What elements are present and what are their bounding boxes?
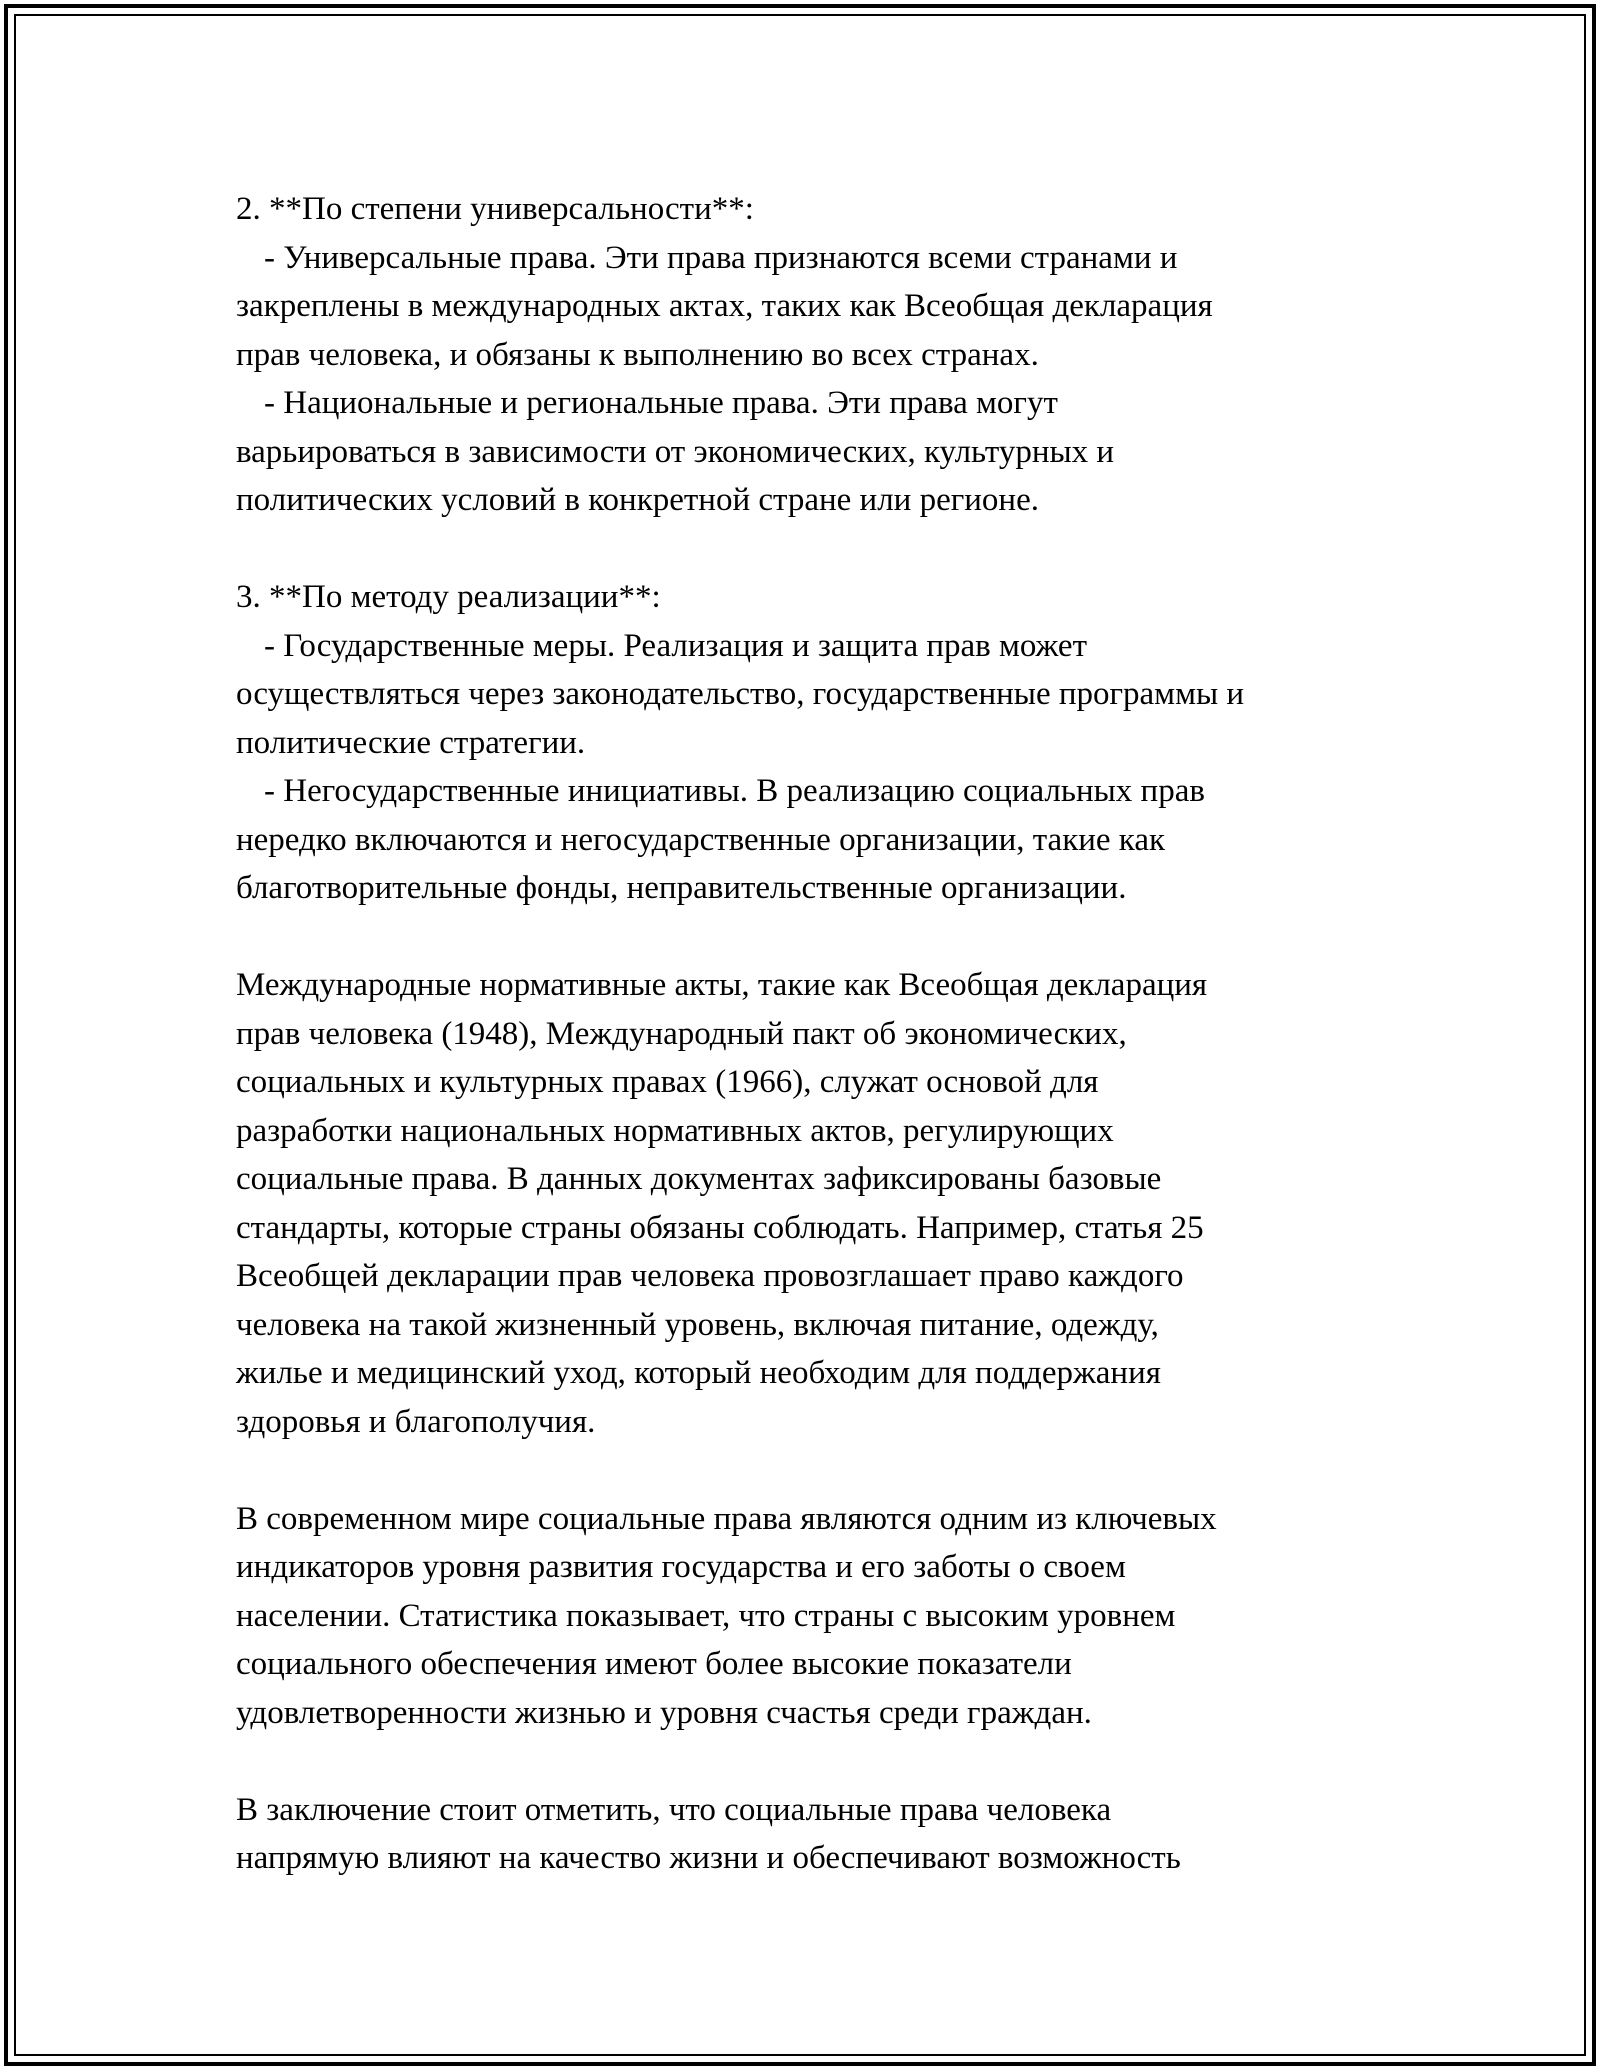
list-item — [236, 622, 1376, 768]
list-item-line: политические стратегии. — [236, 724, 586, 761]
paragraph-line: человека на такой жизненный уровень, включая питание, одежду, — [236, 1306, 1159, 1343]
paragraph-line: социальные права. В данных документах зафиксированы базовые — [236, 1161, 1162, 1197]
paragraph-line: В современном мире социальные права являются одним из ключевых — [236, 1500, 1217, 1537]
paragraph-line: здоровья и благополучия. — [236, 1403, 596, 1440]
paragraph-international-acts — [236, 961, 1376, 1446]
section-implementation-method — [236, 573, 1376, 913]
paragraph-line: населении. Статистика показывает, что страны с высоким уровнем — [236, 1597, 1176, 1634]
paragraph-conclusion — [236, 1786, 1376, 1883]
list-item-line: - Национальные и региональные права. Эти права могут — [264, 385, 1058, 421]
paragraph-line: напрямую влияют на качество жизни и обеспечивают возможность — [236, 1840, 1181, 1876]
list-item — [236, 234, 1376, 380]
paragraph-line: удовлетворенности жизнью и уровня счастья среди граждан. — [236, 1694, 1092, 1731]
paragraph-line: индикаторов уровня развития государства и его заботы о своем — [236, 1549, 1126, 1585]
paragraph-gap — [236, 1737, 1376, 1786]
list-item-line: закреплены в международных актах, таких как Всеобщая декларация — [236, 288, 1213, 324]
document-body — [236, 185, 1376, 1883]
paragraph-line: социальных и культурных правах (1966), служат основой для — [236, 1064, 1099, 1100]
section-universality — [236, 185, 1376, 525]
list-item-line: - Государственные меры. Реализация и защита прав может — [264, 627, 1087, 664]
section-heading: 3. **По методу реализации**: — [236, 579, 661, 615]
paragraph-modern-world — [236, 1495, 1376, 1738]
paragraph-line: социального обеспечения имеют более высокие показатели — [236, 1646, 1072, 1682]
list-item-line: осуществляться через законодательство, государственные программы и — [236, 676, 1245, 712]
paragraph-gap — [236, 525, 1376, 574]
paragraph-line: разработки национальных нормативных актов, регулирующих — [236, 1112, 1114, 1149]
list-item-line: - Универсальные права. Эти права признаются всеми странами и — [264, 239, 1178, 276]
paragraph-gap — [236, 1446, 1376, 1495]
section-heading: 2. **По степени универсальности**: — [236, 191, 754, 227]
paragraph-line: В заключение стоит отметить, что социальные права человека — [236, 1791, 1112, 1828]
list-item-line: - Негосударственные инициативы. В реализацию социальных прав — [264, 773, 1205, 809]
paragraph-line: стандарты, которые страны обязаны соблюдать. Например, статья 25 — [236, 1209, 1204, 1246]
paragraph-line: Международные нормативные акты, такие как Всеобщая декларация — [236, 967, 1208, 1003]
list-item-line: прав человека, и обязаны к выполнению во всех странах. — [236, 336, 1039, 373]
list-item-line: варьироваться в зависимости от экономических, культурных и — [236, 433, 1115, 470]
paragraph-line: прав человека (1948), Международный пакт об экономических, — [236, 1015, 1127, 1052]
paragraph-line: жилье и медицинский уход, который необходим для поддержания — [236, 1355, 1161, 1391]
list-item — [236, 379, 1376, 525]
paragraph-gap — [236, 913, 1376, 962]
list-item-line: политических условий в конкретной стране или регионе. — [236, 482, 1039, 518]
list-item-line: нередко включаются и негосударственные организации, такие как — [236, 821, 1166, 858]
paragraph-line: Всеобщей декларации прав человека провозглашает право каждого — [236, 1258, 1184, 1294]
list-item — [236, 767, 1376, 913]
list-item-line: благотворительные фонды, неправительственные организации. — [236, 870, 1127, 906]
